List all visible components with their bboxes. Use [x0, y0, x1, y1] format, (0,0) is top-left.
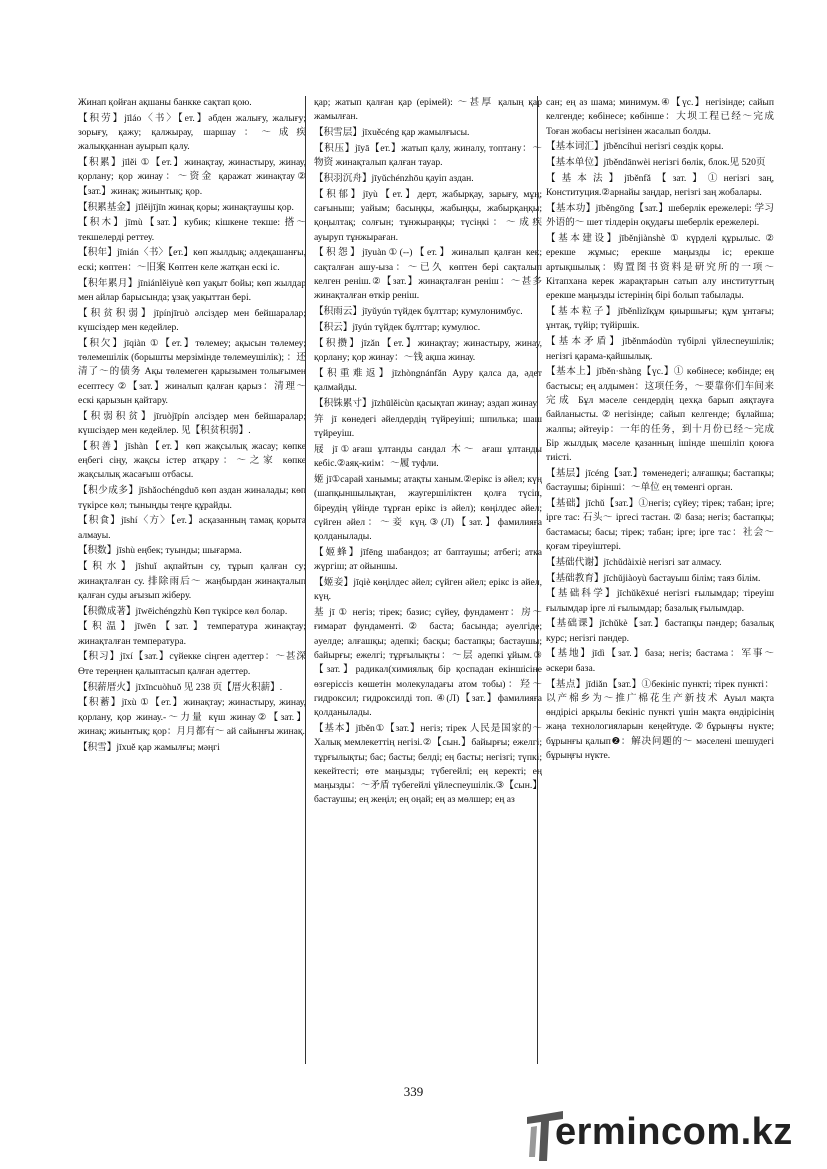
dictionary-entry: 【积年累月】jīniánlěiyuè көп уақыт бойы; көп жылдар мен айлар барысында; ұзақ уақыттан бері. [78, 277, 306, 303]
dictionary-entry: 【基础科学】jīchǔkēxué негізгі ғылымдар; тіреуіш ғылымдар ірге лі ғылымдар; базалық ғылымдар. [546, 588, 774, 614]
dictionary-entry: 【积习】jīxí【зат.】сүйекке сіңген әдеттер：～甚深 Өте тереңнен қалыптасып қалған әдеттер. [78, 651, 306, 677]
dictionary-entry: 【姬蜂】jīfēng шабандоз; ат баптаушы; атбегі; атқа жүргіш; ат ойыншы. [314, 546, 542, 573]
dictionary-entry: 【积少成多】jīshǎochéngduō көп аздан жиналады; көп түкірсе көл; тыныңды теңге құрайды. [78, 485, 306, 511]
dictionary-entry: 【积水】jīshuǐ ақпайтын су, тұрып қалған су; жинақталған су. 排除雨后～ жаңбырдан жинақталып қалған суды ағызып жіберу. [78, 561, 306, 601]
dictionary-entry: 【积重难返】jīzhòngnánfǎn Ауру қалса да, әдет қалмайды. [314, 367, 542, 394]
dictionary-entry: 【积欠】jīqiàn ①【ет.】төлемеу; ақысын төлемеу; төлемешілік (борышты мерзімінде төлемеушілік); ：还清了～的债务 Ақы төлемеген қарызымен толығымен есептесу ②【зат.】жиналып қалған қарыз：清理～ ескі қарызын қайтару. [78, 337, 306, 406]
termincom-logo [525, 1105, 825, 1165]
dictionary-entry: 【积郁】jīyù【ет.】дерт, жабырқау, зарығу, мұң; сағыныш; уайым; басыңқы, жабыңқы, жабырқаңқы; қоңылтақ; солғын; тұнжыраңқы; түсіңкі：～成疾 ауыруп тұнжыраған. [314, 188, 542, 243]
dictionary-entry: 【基本矛盾】jīběnmáodùn түбірлі үйлеспеушілік; негізгі қарама-қайшылық. [546, 336, 774, 362]
dictionary-entry: 【基本粒子】jīběnlìzǐқұм қиыршығы; құм ұнтағы; ұнтақ, түйір; түйіршік. [546, 306, 774, 332]
dictionary-entry: 屐 jī①ағаш ұлтанды сандал 木～ ағаш ұлтанды кебіс.②аяқ-киім：～履 туфли. [314, 443, 542, 470]
dictionary-entry: 【积累】jīlěi ①【ет.】жинақтау, жинастыру, жинау, қорлану; қор жинау：～资金 қаражат жинақтау②【зат.】жинақ; жиынтық; қор. [78, 157, 306, 197]
column-divider [305, 96, 306, 1064]
logo-text: ermincom.kz [555, 1111, 793, 1153]
dictionary-entry: 【基本上】jīběn·shàng【үс.】① көбінесе; көбінде; ең бастысы; ең алдымен：这项任务，～要靠你们车间来完成 Бұл мәселе сендердің цехқа барып аяқтауға байланысты.②негізінде; сайып келгенде; бұлайша; жалпы; әйтеуір：一年的任务，到十月份已经～完成 Бір жылдық мәселе қазанның ішінде шешіліп қоюға тиісті. [546, 366, 774, 464]
dictionary-entry: 【积雪层】jīxuěcéng қар жамылғысы. [314, 127, 470, 139]
dictionary-entry: 【基础】jīchǔ【зат.】①негіз; сүйеу; тірек; табан; ірге; ірге тас: 石头～ іргесі тастан. ② база; негіз; бастапқы; бастамасы; басы; тірек; табан; ірге; ірге тас：社会～ қоғам тіреуіштері. [546, 498, 774, 552]
dictionary-entry: 【基地】jīdì【зат.】база; негіз; бастама：军事～ әскери база. [546, 648, 774, 674]
dictionary-entry: 【姬妾】jīqiè көңілдес әйел; сүйген әйел; ерікс із әйел, күң. [314, 577, 542, 603]
dictionary-entry: 【基本建设】jīběnjiànshè ① күрделі құрылыс. ② ерекше жұмыс; ерекше маңызды іс; ерекше артықшылық：购置图书资料是研究所的一项～ Кітапхана керек жарақтарын сатып алу институттың ерекше маңызды істерінің бірі болып табылады. [546, 233, 774, 302]
dictionary-entry: 【积劳】jīláo〈书〉【ет.】әбден жалығу, жалығу; зорығу, қажу; қалжырау, шаршау：～成疾 жалыққаннан ауырып қалу. [78, 112, 306, 153]
dictionary-entry: 【积累基金】jīlěijījīn жинақ қоры; жинақтаушы қор. [78, 201, 294, 213]
dictionary-entry: 【积攒】jīzǎn【ет.】жинақтау; жинастыру, жинау, қорлану; қор жинау：～钱 ақша жинау. [314, 337, 542, 364]
dictionary-entry: 姬 jī①сарай ханымы; атақты ханым.②ерікс із әйел; күң (шапқыншылықтан, жаугершіліктен қолға түсіп, біреудің үйінде тұрған ерікс із әйел); көңілдес әйел; сүйген әйел：～妾 күң.③(Л)【зат.】фамилияға қолданылады. [314, 473, 542, 543]
dictionary-entry: 【积怨】jīyuàn①(--)【ет.】жиналып қалған кек; сақталған ашу-ыза：～已久 көптен бері сақталып келген реніш.②【зат.】жинақталған реніш：～甚多 жинақталған өткір реніш. [314, 247, 542, 302]
dictionary-entry: 【积雪】jīxuě қар жамылғы; мәңгі [78, 741, 220, 753]
dictionary-entry: 【基础课】jīchǔkè【зат.】бастапқы пәндер; базалық курс; негізгі пәндер. [546, 618, 774, 644]
dictionary-entry: Жинап қойған ақшаны банкке сақтап қою. [78, 97, 252, 108]
dictionary-entry: 【积云】jīyún түйдек бұлттар; кумулюс. [314, 321, 481, 333]
dictionary-entry: 【基层】jīcéng【зат.】төменедегі; алғашқы; бастапқы; бастаушы; бірінші：～单位 ең төменгі орган. [546, 467, 774, 494]
dictionary-entry: 【积蓄】jīxù ①【ет.】жинақтау; жинастыру, жинау, қорлану, қор жинау.-～力量 күш жинау②【зат.】жинақ; жиынтық; қор：月月都有～ ай сайынғы жинақ. [78, 697, 306, 737]
dictionary-entry: 【积年】jīnián〈书〉【ет.】көп жылдық; әлдеқашанғы, ескі; көптен：～旧案 Көптен келе жатқан ескі іс. [78, 247, 306, 273]
dictionary-entry: сан; ең аз шама; минимум.④【үс.】негізінде; сайып келгенде; көбінесе; көбінше：大坝工程已经～完成 Тоған жобасы негізінен жасалып болды. [546, 97, 774, 137]
dictionary-entry: 【积铢累寸】jīzhūlěicùn қасықтап жинау; аздап жинау. [314, 397, 539, 409]
column-middle [314, 96, 542, 1064]
dictionary-entry: 【积雨云】jīyǔyún түйдек бұлттар; кумулонимбус. [314, 306, 523, 318]
dictionary-entry: 基 jī ① негіз; тірек; базис; сүйеу, фундамент：房～ ғимарат фундаменті.② баста; басында; әуелгіде; әуелде; алғашқы; әдепкі; басқы; бастапқы; бастаушы; байырғы; ежелгі; тұрғылықты：～层 әдепкі ұйым.③【зат.】радикал(химиялық бір қоспадан екіншісіне өзгеріссіз көшетін молекуладағы атом тобы)：羟～ гидроксил; гидроксилді топ. ④(Л)【зат.】фамилияға қолданылады. [314, 607, 542, 719]
dictionary-entry: 笄 jī көнедегі әйелдердің түйреуіші; шпилька; шаш түйреуіш. [314, 413, 542, 440]
dictionary-entry: 【基点】jīdiǎn【зат.】①бекініс пункті; тірек пункті：以产棉乡为～推广棉花生产新技术 Ауыл мақта өндірісі арқылы бекініс пункті үшін мақта өндірісінің жаңа технологияларын кеңейтуде.②бұрыңғы нүкте; бұрынғы қалып❷：解决问题的～ мәселені шешудегі бұрыңғы нүкте. [546, 678, 774, 762]
dictionary-entry: 【基础教育】jīchǔjiàoyù бастауыш білім; таяз білім. [546, 572, 761, 584]
dictionary-entry: 【积善】jīshàn【ет.】көп жақсылық жасау; көпке еңбегі сіңу, жақсы істер атқару：～之家 көпке жақсылық жасағыш отбасы. [78, 440, 306, 481]
column-right [546, 96, 774, 1064]
dictionary-entry: 【积压】jīyā【ет.】жатып қалу, жиналу, топтану：～物资 жинақталып қалған тауар. [314, 142, 542, 169]
dictionary-entry: 【基本功】jīběngōng【зат.】шеберлік ережелері: 学习外语的～ шет тілдерін оқудағы шеберлік ережелері. [546, 203, 774, 229]
column-left [78, 96, 306, 1064]
column-divider [537, 96, 538, 1064]
dictionary-entry: 【积贫积弱】jīpínjīruò әлсіздер мен бейшаралар; күшсіздер мен кедейлер. [78, 307, 306, 333]
dictionary-entry: 【积数】jīshù еңбек; туынды; шығарма. [78, 545, 242, 557]
dictionary-entry: 【积食】jīshí〈方〉【ет.】асқазанның тамақ қорыта алмауы. [78, 515, 306, 541]
dictionary-entry: 【基础代谢】jīchǔdàixiè негізгі зат алмасу. [546, 556, 722, 568]
dictionary-entry: 【基本词汇】jīběncíhuì негізгі сөздік қоры. [546, 141, 724, 153]
dictionary-entry: қар; жатып қалған қар (ерімей): ～甚厚 қалың қар жамылған. [314, 97, 542, 123]
dictionary-entry: 【基本法】jīběnfǎ【зат.】①негізгі заң, Конституция.②арнайы заңдар, негізгі заң жобалары. [546, 172, 774, 199]
dictionary-entry: 【积薪厝火】jīxīncuòhuǒ 见 238 页【厝火积薪】. [78, 681, 283, 693]
dictionary-entry: 【积羽沉舟】jīyǔchénzhōu қауіп аздан. [314, 172, 474, 184]
dictionary-entry: 【积弱积贫】jīruòjīpín әлсіздер мен бейшаралар; күшсіздер мен кедейлер. 见【积贫积弱】. [78, 410, 306, 437]
dictionary-entry: 【基本】jīběn①【зат.】негіз; тірек 人民是国家的～ Халық мемлекеттің негізі.②【сын.】байырғы; ежелгі; тұрғылықты; бас; басты; белді; ең басты; негізгі; түпкі; кекейтесті; өте маңызды; түбегейлі; ең керекті; ең маңызды：～矛盾 түбегейлі үйлеспеушілік.③【сын.】бастаушы; ең жеңіл; ең оңай; ең аз мөлшер; ең аз [314, 722, 542, 806]
dictionary-entry: 【基本单位】jīběndānwèi негізгі бөлік, блок.见 520页 [546, 157, 766, 169]
dictionary-entry: 【积木】jīmù【зат.】кубик; кішкене текше: 搭～ текшелерді реттеу. [78, 217, 306, 243]
dictionary-entry: 【积温】jīwēn【зат.】температура жинақтау; жинақталған температура. [78, 621, 306, 647]
dictionary-entry: 【积微成著】jīwēichéngzhù Көп түкірсе көл болар. [78, 605, 288, 617]
page-number: 339 [403, 1084, 424, 1099]
